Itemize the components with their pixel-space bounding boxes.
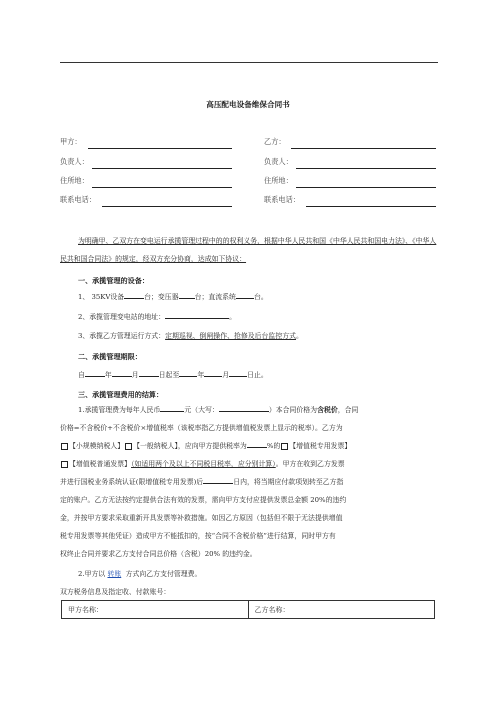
fee-line-8: 税专用发票等其他凭证）造成甲方不能抵扣的，按“合同不含税价格”进行结算，同时甲方有 bbox=[60, 532, 336, 540]
header-rule bbox=[60, 62, 438, 63]
party-a-manager-line bbox=[60, 157, 232, 169]
party-b-address-label: 住所地： bbox=[264, 176, 293, 185]
section1-heading: 一、承揽管理的设备： bbox=[78, 276, 149, 285]
party-a-address-blank[interactable] bbox=[92, 187, 232, 188]
section1-item2 bbox=[78, 308, 438, 326]
period-start-month-blank[interactable] bbox=[112, 369, 132, 377]
period-from-label: 自 bbox=[78, 371, 85, 379]
item1-dc-blank[interactable] bbox=[236, 291, 254, 299]
item1-35kv-blank[interactable] bbox=[124, 291, 144, 299]
item1-transformer-blank[interactable] bbox=[179, 291, 195, 299]
party-b-label: 乙方： bbox=[264, 137, 286, 146]
section2-period bbox=[78, 366, 438, 384]
party-a-phone-blank[interactable] bbox=[102, 206, 232, 207]
party-a-manager-label: 负责人： bbox=[60, 157, 89, 166]
fee-uppercase-label: 元（大写： bbox=[184, 406, 219, 414]
fee-line-6: 定的账户。乙方无法按约定提供合法有效的发票，需向甲方支付应提供发票总金额 20%的违约 bbox=[60, 496, 347, 504]
fee-line-1 bbox=[78, 401, 440, 419]
party-a-phone-line bbox=[60, 195, 232, 207]
party-a-blank[interactable] bbox=[88, 148, 232, 149]
period-year-label-2: 年 bbox=[197, 371, 205, 379]
party-a-address-line bbox=[60, 176, 232, 188]
party-b-name-cell[interactable]: 乙方名称： bbox=[248, 601, 435, 619]
intro-text: 为明确甲、乙双方在变电运行承揽管理过程中的的权利义务，根据中华人民共和国《中华人民共和国电力法》、《中华人民共和国合同法》的规定，经双方充分协商，达成如下协议： bbox=[60, 237, 437, 263]
party-a-manager-blank[interactable] bbox=[92, 168, 232, 169]
intro-paragraph bbox=[60, 232, 438, 268]
fee-line-2: 价格=不含税价+不含税价×增值税率（该税率指乙方提供增值税发票上显示的税率）。乙方为 bbox=[60, 424, 343, 432]
party-a-phone-label: 联系电话： bbox=[60, 195, 96, 204]
party-b-address-blank[interactable] bbox=[296, 187, 436, 188]
period-month-label-2: 月 bbox=[222, 371, 230, 379]
item1-transformer-label: 台；变压器 bbox=[144, 293, 179, 301]
section1-item3 bbox=[78, 327, 438, 345]
vat-normal-label: 【增值税普通发票】 bbox=[69, 460, 132, 468]
page-title: 高压配电设备维保合同书 bbox=[206, 100, 290, 109]
party-b-line bbox=[264, 137, 436, 149]
small-taxpayer-checkbox[interactable] bbox=[61, 443, 68, 450]
party-b-manager-line bbox=[264, 157, 436, 169]
fee-price-label: ）本合同价格为 bbox=[268, 406, 318, 414]
account-caption: 双方税务信息及指定收、付款账号： bbox=[60, 588, 171, 596]
tax-rate-blank[interactable] bbox=[247, 440, 267, 448]
period-end-label: 日止。 bbox=[247, 371, 268, 379]
period-start-day-blank[interactable] bbox=[139, 369, 159, 377]
fee-contract-label: ，合同 bbox=[337, 406, 359, 414]
section2-heading: 二、承揽管理期限： bbox=[78, 352, 142, 361]
account-table-row bbox=[62, 601, 435, 619]
fee-amount-blank[interactable] bbox=[160, 404, 184, 412]
item3-label: 3、承揽乙方管理运行方式： bbox=[78, 332, 166, 340]
payment-method-tail: 方式向乙方支付管理费。 bbox=[125, 570, 202, 578]
fee-uppercase-blank[interactable] bbox=[219, 404, 269, 412]
payment-method-link[interactable]: 转账 bbox=[107, 570, 122, 578]
party-a-label: 甲方： bbox=[60, 137, 82, 146]
fee-line-4-tail: 。甲方在收到乙方发票 bbox=[275, 460, 345, 468]
fee-amount-label: 1.承揽管理费为每年人民币 bbox=[78, 406, 161, 414]
item1-end: 台。 bbox=[253, 293, 268, 301]
payment-days-blank[interactable] bbox=[203, 476, 233, 484]
payment-method-line bbox=[78, 565, 438, 583]
party-a-line bbox=[60, 137, 232, 149]
item2-end: 。 bbox=[229, 313, 236, 321]
item1-35kv-label: 1、 35KV设备 bbox=[78, 293, 125, 301]
item2-label: 2、承揽管理变电站的地址： bbox=[78, 313, 166, 321]
party-b-manager-blank[interactable] bbox=[296, 168, 436, 169]
account-table bbox=[61, 600, 435, 619]
vat-special-checkbox[interactable] bbox=[281, 443, 288, 450]
period-month-label-1: 月 bbox=[131, 371, 139, 379]
fee-line-3 bbox=[60, 437, 440, 455]
general-taxpayer-label: 【一般纳税人】，应向甲方提供税率为 bbox=[133, 442, 247, 450]
period-year-label-1: 年 bbox=[104, 371, 112, 379]
period-end-day-blank[interactable] bbox=[229, 369, 247, 377]
multi-rate-note: （如适用两个及以上不同税目税率，应分别计算） bbox=[131, 460, 276, 468]
period-start-year-blank[interactable] bbox=[85, 369, 105, 377]
vat-normal-checkbox[interactable] bbox=[61, 461, 68, 468]
fee-line-5-a: 并进行国税业务系统认证(限增值税专用发票)后 bbox=[60, 478, 204, 486]
period-to-label: 日起至 bbox=[158, 371, 180, 379]
party-b-address-line bbox=[264, 176, 436, 188]
fee-line-5-b: 日内，将当期应付款项划转至乙方指 bbox=[233, 478, 344, 486]
vat-special-label: 【增值税专用发票】 bbox=[289, 442, 352, 450]
party-a-address-label: 住所地： bbox=[60, 176, 89, 185]
fee-line-4 bbox=[60, 455, 440, 473]
fee-line-9: 权终止合同并要求乙方支付合同总价格（含税）20% 的违约金。 bbox=[60, 550, 257, 558]
item3-mode-value: 定期巡视、倒闸操作、抢修及后台监控方式 bbox=[165, 332, 296, 340]
party-b-manager-label: 负责人： bbox=[264, 157, 293, 166]
period-end-year-blank[interactable] bbox=[179, 369, 197, 377]
party-a-name-cell[interactable]: 甲方名称： bbox=[62, 601, 249, 619]
tax-rate-label: %的 bbox=[266, 442, 281, 450]
fee-line-5 bbox=[60, 473, 440, 491]
item2-address-blank[interactable] bbox=[165, 311, 229, 319]
payment-method-label: 2.甲方以 bbox=[78, 570, 106, 578]
section3-heading: 三、承揽管理费用的结算： bbox=[78, 390, 164, 399]
general-taxpayer-checkbox[interactable] bbox=[125, 443, 132, 450]
section1-item1 bbox=[78, 288, 438, 306]
party-b-phone-label: 联系电话： bbox=[264, 195, 300, 204]
fee-tax-included: 含税价 bbox=[317, 406, 338, 414]
period-end-month-blank[interactable] bbox=[204, 369, 222, 377]
party-b-blank[interactable] bbox=[291, 148, 436, 149]
party-b-phone-line bbox=[264, 195, 436, 207]
small-taxpayer-label: 【小规模纳税人】 bbox=[69, 442, 125, 450]
fee-line-7: 金，并按甲方要求采取重新开具发票等补救措施。如因乙方原因（包括但不限于无法提供增值 bbox=[60, 514, 343, 522]
party-b-phone-blank[interactable] bbox=[306, 206, 436, 207]
item3-end: 。 bbox=[296, 332, 303, 340]
item1-dc-label: 台；直流系统 bbox=[194, 293, 236, 301]
